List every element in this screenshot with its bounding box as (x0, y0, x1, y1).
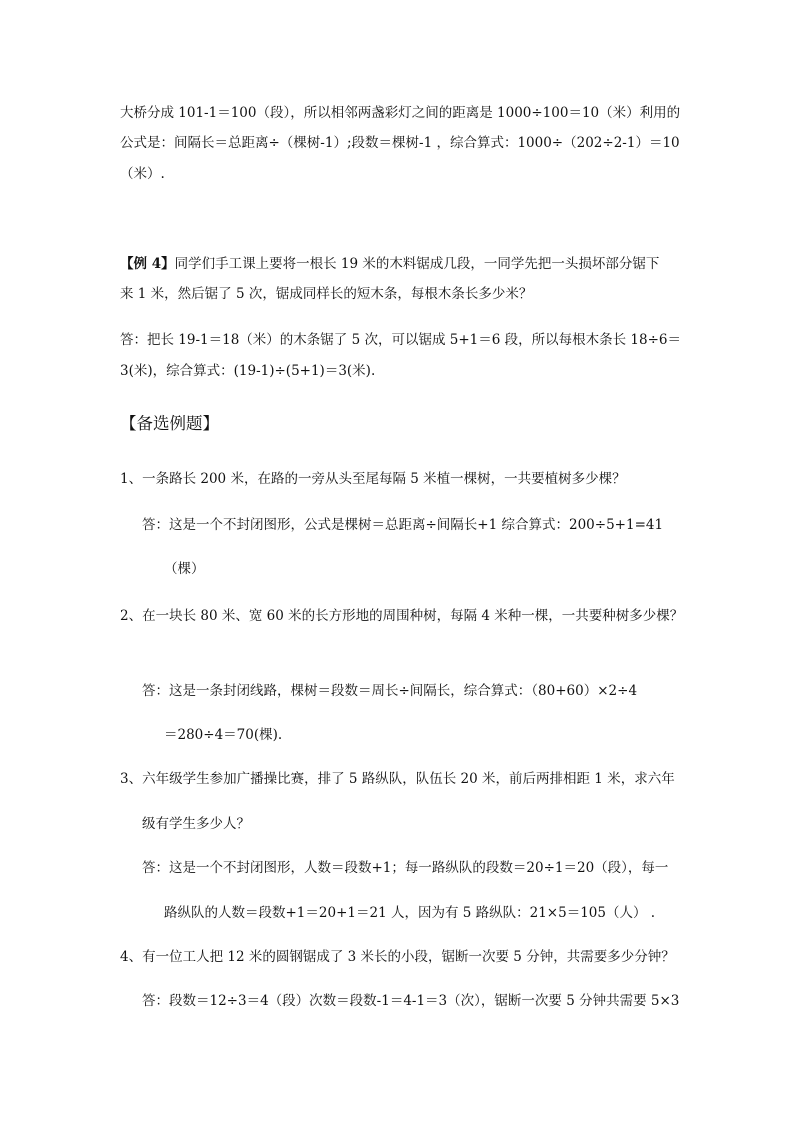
problem4-question: 4、有一位工人把 12 米的圆钢锯成了 3 米长的小段，锯断一次要 5 分钟，共需要多少分钟？ (120, 949, 675, 965)
problem2-question: 2、在一块长 80 米、宽 60 米的长方形地的周围种树，每隔 4 米种一棵，一共要种树多少棵？ (120, 608, 684, 624)
problem3-answer-line2: 路纵队的人数＝段数+1＝20+1＝21 人，因为有 5 路纵队：21×5＝105（人） . (164, 905, 656, 921)
example4-label: 【例 4】 (120, 256, 175, 272)
problem3-answer-line1: 答：这是一个不封闭图形，人数＝段数+1；每一路纵队的段数＝20÷1＝20（段），每一 (142, 860, 669, 876)
example4-question-line1 (120, 255, 659, 273)
problem1-question: 1、一条路长 200 米，在路的一旁从头至尾每隔 5 米植一棵树，一共要植树多少棵？ (120, 471, 626, 487)
problem3-question-line2: 级有学生多少人？ (142, 816, 250, 832)
problem1-answer-line2: （棵） (164, 561, 205, 577)
section-title: 【备选例题】 (120, 414, 219, 433)
paragraph1-line1: 大桥分成 101-1＝100（段），所以相邻两盏彩灯之间的距离是 1000÷100＝10（米）利用的 (120, 105, 681, 121)
example4-question-line2: 来 1 米，然后锯了 5 次，锯成同样长的短木条，每根木条长多少米？ (120, 286, 533, 302)
paragraph1-line3: （米）. (120, 166, 165, 182)
problem4-answer-line1: 答：段数＝12÷3＝4（段）次数＝段数-1＝4-1＝3（次），锯断一次要 5 分钟共需要 5×3 (142, 993, 680, 1009)
example4-answer-line2: 3(米)，综合算式：(19-1)÷(5+1)＝3(米). (120, 363, 376, 379)
example4-answer-line1: 答：把长 19-1＝18（米）的木条锯了 5 次，可以锯成 5+1＝6 段，所以每根木条长 18÷6＝ (120, 332, 682, 348)
problem1-answer-line1: 答：这是一个不封闭图形，公式是棵树＝总距离÷间隔长+1 综合算式：200÷5+1=41 (142, 517, 664, 533)
paragraph1-line2: 公式是：间隔长＝总距离÷（棵树-1）;段数＝棵树-1 ，综合算式：1000÷（202÷2-1）＝10 (120, 135, 680, 151)
problem2-answer-line1: 答：这是一条封闭线路，棵树＝段数＝周长÷间隔长，综合算式：（80+60）×2÷4 (142, 683, 638, 699)
problem3-question-line1: 3、六年级学生参加广播操比赛，排了 5 路纵队，队伍长 20 米，前后两排相距 1 米，求六年 (120, 771, 675, 787)
problem2-answer-line2: ＝280÷4＝70(棵). (164, 727, 283, 743)
example4-question-text: 同学们手工课上要将一根长 19 米的木料锯成几段，一同学先把一头损坏部分锯下 (174, 256, 660, 272)
